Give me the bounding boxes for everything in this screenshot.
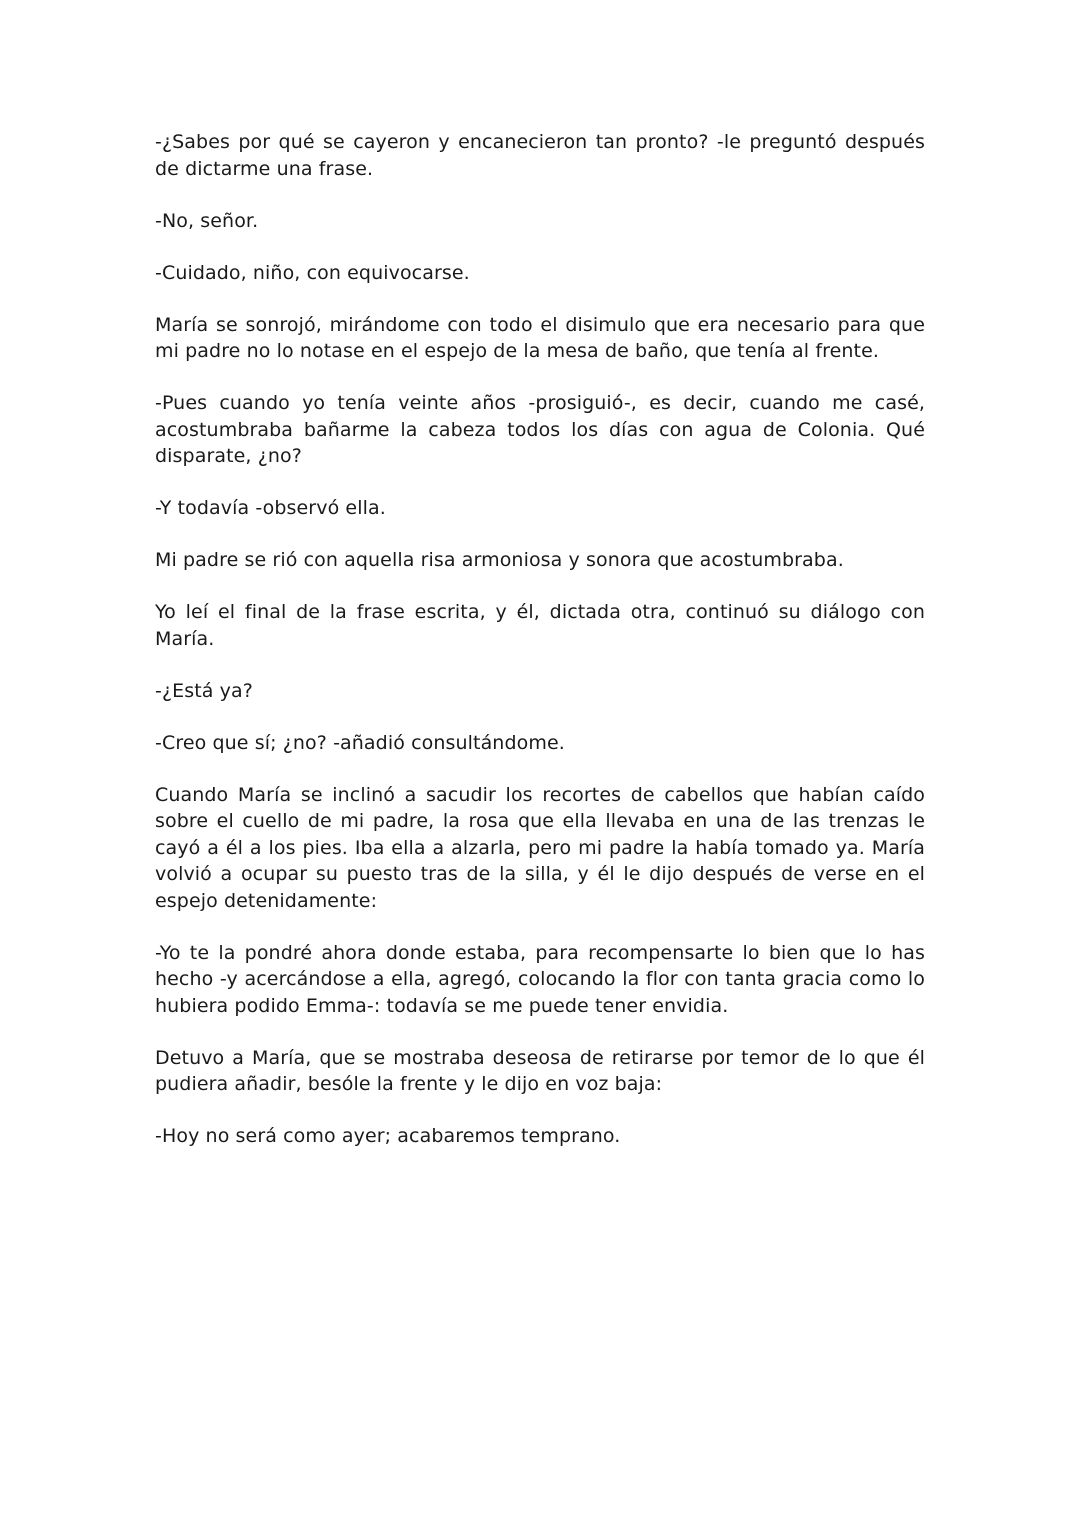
paragraph: Detuvo a María, que se mostraba deseosa de retirarse por temor de lo que él pudiera añadir, besóle la frente y le dijo en voz baja:: [155, 1046, 925, 1095]
paragraph: -No, señor.: [155, 209, 259, 232]
document-body: [155, 129, 925, 1175]
paragraph: -Cuidado, niño, con equivocarse.: [155, 261, 470, 284]
paragraph: -Creo que sí; ¿no? -añadió consultándome.: [155, 731, 565, 754]
paragraph: -¿Sabes por qué se cayeron y encanecieron tan pronto? -le preguntó después de dictarme una frase.: [155, 131, 925, 180]
paragraph: Mi padre se rió con aquella risa armoniosa y sonora que acostumbraba.: [155, 549, 844, 571]
paragraph: -Yo te la pondré ahora donde estaba, para recompensarte lo bien que lo has hecho -y acercándose a ella, agregó, colocando la flor con tanta gracia como lo hubiera podido Emma-: todavía se me puede tener envidia.: [155, 941, 925, 1017]
paragraph: -Hoy no será como ayer; acabaremos temprano.: [155, 1125, 621, 1147]
paragraph: -Y todavía -observó ella.: [155, 497, 386, 519]
paragraph: María se sonrojó, mirándome con todo el disimulo que era necesario para que mi padre no lo notase en el espejo de la mesa de baño, que tenía al frente.: [155, 313, 925, 362]
paragraph: Cuando María se inclinó a sacudir los recortes de cabellos que habían caído sobre el cuello de mi padre, la rosa que ella llevaba en una de las trenzas le cayó a él a los pies. Iba ella a alzarla, pero mi padre la había tomado ya. María volvió a ocupar su puesto tras de la silla, y él le dijo después de verse en el espejo detenidamente:: [155, 783, 925, 912]
paragraph: -¿Está ya?: [155, 679, 253, 702]
paragraph: Yo leí el final de la frase escrita, y él, dictada otra, continuó su diálogo con María.: [155, 601, 925, 650]
paragraph: -Pues cuando yo tenía veinte años -prosiguió-, es decir, cuando me casé, acostumbraba bañarme la cabeza todos los días con agua de Colonia. Qué disparate, ¿no?: [155, 392, 925, 467]
